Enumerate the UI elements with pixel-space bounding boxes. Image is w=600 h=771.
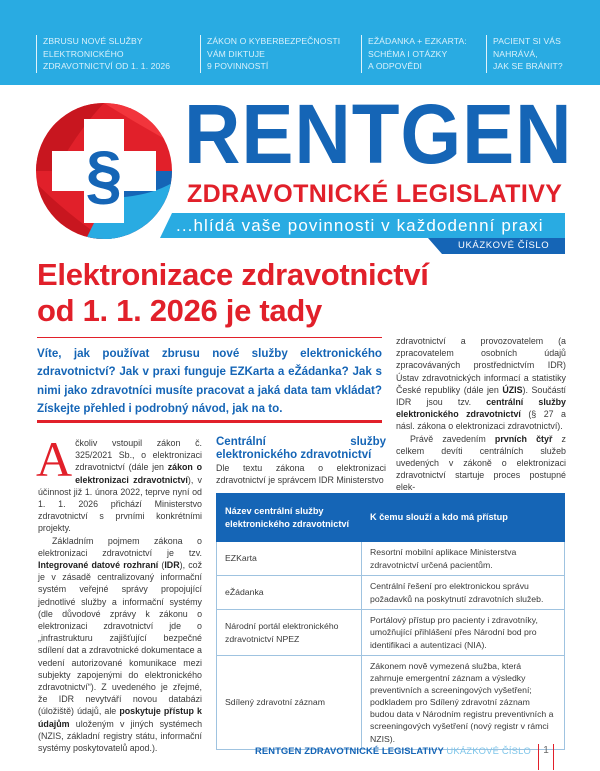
section-heading: Centrální služby elektronického zdravotnictví [216, 436, 386, 461]
table-header-cell: K čemu slouží a kdo má přístup [362, 494, 565, 542]
drop-cap: A [36, 431, 73, 487]
divider [37, 337, 382, 338]
masthead-tagline: ...hlídá vaše povinnosti v každodenní praxi [176, 216, 544, 235]
headline-line: Elektronizace zdravotnictví [37, 257, 429, 292]
table-row [217, 576, 565, 610]
banner-teaser-line: EŽÁDANKA + EZKARTA: [368, 36, 467, 46]
masthead-title: RENTGEN [184, 87, 573, 181]
top-banner [0, 0, 600, 85]
paragraph: Dle textu zákona o elektronizaci zdravotnictví je správcem IDR Ministerstvo [216, 463, 386, 486]
table-header-cell: Název centrální služby elektronického zdravotnictví [217, 494, 362, 542]
paragraph [38, 535, 202, 755]
bold-text: zákon o elektronizaci zdravotnictví [75, 462, 203, 485]
page-footer [255, 744, 531, 758]
banner-teaser-3[interactable] [361, 35, 467, 73]
footer-brand: RENTGEN ZDRAVOTNICKÉ LEGISLATIVY [255, 745, 444, 756]
banner-teaser-line: NAHRÁVÁ, [493, 48, 538, 59]
banner-teaser-2[interactable] [200, 35, 340, 73]
bold-text: centrální služby elektronického zdravotnictví [396, 397, 566, 420]
divider [37, 420, 382, 423]
bold-text: Integrované datové rozhraní [38, 560, 159, 571]
footer-issue: UKÁZKOVÉ ČÍSLO [446, 745, 531, 756]
table-row [217, 542, 565, 576]
bold-text: prvních čtyř [494, 433, 553, 444]
paragraph [36, 431, 203, 535]
article-column-2 [216, 436, 386, 486]
text: čkoliv vstoupil zákon č. 325/2021 Sb., o elektronizaci zdravotnictví (dále jen [75, 438, 202, 473]
services-table [216, 493, 565, 750]
issue-label: UKÁZKOVÉ ČÍSLO [458, 240, 550, 251]
paragraph [396, 335, 566, 433]
table-cell: Sdílený zdravotní záznam [217, 656, 362, 750]
table-cell: EZKarta [217, 542, 362, 576]
table-cell: Resortní mobilní aplikace Ministerstva zdravotnictví určená pacientům. [362, 542, 565, 576]
bold-text: IDR [164, 560, 180, 571]
table-cell: eŽádanka [217, 576, 362, 610]
banner-teaser-line: VÁM DIKTUJE [207, 48, 265, 59]
text: uloženým v jiných systémech (NZIS, základní registry státu, informační systémy poskytovatelů apod.). [38, 718, 202, 754]
masthead-subtitle: ZDRAVOTNICKÉ LEGISLATIVY [187, 180, 563, 208]
table-row [217, 610, 565, 656]
banner-teaser-line: ELEKTRONICKÉHO [43, 48, 124, 59]
paragraph [396, 433, 566, 494]
banner-teaser-line: SCHÉMA I OTÁZKY [368, 48, 448, 59]
text: (§ 27 a násl. zákona o elektronizaci zdravotnictví). [396, 409, 566, 432]
table-header-row [217, 494, 565, 542]
text: ). Součástí IDR jsou tzv. [396, 384, 566, 408]
banner-teaser-line: ZDRAVOTNICTVÍ OD 1. 1. 2026 [43, 61, 171, 71]
banner-teaser-1[interactable] [36, 35, 170, 73]
text: zdravotnictví a provozovatelem (a zpracovatelem osobních údajů zpracovávaných prostřednictvím IDR) Ústav zdravotnických informací a statistiky České republiky (dále jen [396, 336, 566, 395]
text: ), což je v zásadě centralizovaný informační systém veřejné správy propojující jednotlivé služby a informační systémy (dle důvodové zprávy k zákonu o elektronizaci zdravotnictví jde o „infrastrukturu zajišťující bezpečné sdílení dat a zdravotnické dokumentace a vedení autorizované komunikace mezi subjekty zapojenými do elektronického zdravotnictví“). Z uvedeného je zřejmé, že IDR nevytváří novou databázi (úložiště) údajů, ale [38, 560, 203, 717]
table-cell: Zákonem nově vymezená služba, která zahrnuje emergentní záznam a výsledky preventivních a screeningových vyšetření; podkladem pro Sdílený zdravotní záznam budou data v Národním registru preventivních a screeningových vyšetření (nový registr v rámci NZIS). [362, 656, 565, 750]
article-headline [37, 257, 429, 329]
bold-text: poskytuje přístup k údajům [38, 706, 202, 729]
table-cell: Národní portál elektronického zdravotnictví NPEZ [217, 610, 362, 656]
text: Základním pojmem zákona o elektronizaci zdravotnictví je tzv. [38, 535, 202, 558]
banner-teaser-line: JAK SE BRÁNIT? [493, 61, 563, 71]
article-lead: Víte, jak používat zbrusu nové služby elektronického zdravotnictví? Jak v praxi funguje EZKarta a eŽádanka? Jak s nimi jako zdravotníci musíte pracovat a jaká data tam vkládat? Získejte přehled i podrobný návod, jak na to. [37, 347, 382, 416]
banner-teaser-line: ZÁKON O KYBERBEZPEČNOSTI [207, 36, 341, 46]
article-column-3 [396, 335, 566, 494]
banner-teaser-line: A ODPOVĚDI [368, 61, 423, 71]
section-sign-cross-icon [36, 103, 172, 239]
table-cell: Centrální řešení pro elektronickou správu požadavků na poskytnutí zdravotních služeb. [362, 576, 565, 610]
banner-teaser-line: PACIENT SI VÁS [493, 36, 561, 46]
headline-line: od 1. 1. 2026 je tady [37, 293, 322, 328]
banner-teaser-line: 9 POVINNOSTÍ [207, 61, 269, 71]
text: ), v účinnost již 1. února 2022, teprve nyní od 1. 1. 2026 přichází Ministerstvo zdravotnictví s prvními konkrétními projekty. [38, 474, 202, 534]
table-cell: Portálový přístup pro pacienty i zdravotníky, umožňující přihlášení přes Národní bod pro identifikaci a autentizaci (NIA). [362, 610, 565, 656]
table-row [217, 656, 565, 750]
svg-text:§: § [85, 137, 123, 211]
banner-teaser-line: ZBRUSU NOVÉ SLUŽBY [43, 36, 143, 46]
article-column-1 [36, 431, 203, 754]
page-number: 1 [538, 744, 554, 770]
text: ( [158, 560, 165, 571]
text: Právě zavedením [410, 433, 495, 444]
bold-text: ÚZIS [502, 384, 523, 395]
text: z celkem devíti centrálních služeb uvedených v zákoně o elektronizaci zdravotnictví startuje proces postupné elek- [396, 433, 566, 493]
banner-teaser-4[interactable] [486, 35, 563, 73]
